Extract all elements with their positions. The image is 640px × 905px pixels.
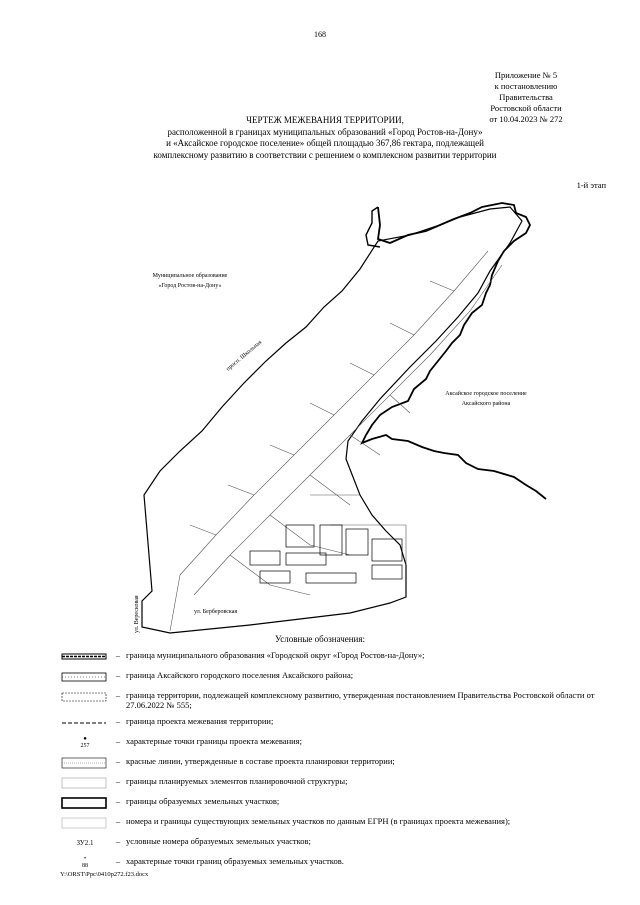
map-label-aksai: Аксайское городское поселение [445,391,527,397]
legend-item [60,736,620,750]
aksai-boundary-line [362,203,546,499]
legend-text: характерные точки границы проекта межевания; [126,736,302,746]
legend-text: характерные точки границ образуемых земельных участков. [126,856,344,866]
boundary-complex-icon [60,690,110,704]
legend-item [60,776,620,790]
point-number: 88 [82,863,88,869]
map-label-aksai: Аксайского района [461,401,511,407]
appendix-line: Ростовской области [490,103,562,113]
legend-title: Условные обозначения: [274,634,365,644]
appendix-line: Правительства [499,92,553,102]
legend-text: условные номера образуемых земельных участков; [126,836,311,846]
legend-text: граница территории, подлежащей комплексному развитию, утвержденная постановлением Правительства Ростовской области от 27.06.2022 № 555; [126,690,595,710]
point-project-icon: ● 257 [80,736,90,749]
legend-text: граница муниципального образования «Городской округ «Город Ростов-на-Дону»; [126,650,425,660]
legend-text: красные линии, утвержденные в составе проекта планировки территории; [126,756,395,766]
planning-elements-icon [60,776,110,790]
legend-dash: – [115,756,121,766]
legend-item [60,670,620,684]
legend-dash: – [115,690,121,700]
boundary-municipal-icon [60,650,110,664]
appendix-line: к постановлению [494,81,558,91]
legend-item [60,796,620,810]
planning-grid [170,251,502,631]
legend-item [60,816,620,830]
legend-text: граница проекта межевания территории; [126,716,274,726]
legend-item [60,650,620,664]
map-label-rostov: Муниципальное образование [152,273,228,279]
legend-text: границы планируемых элементов планировочной структуры; [126,776,348,786]
file-path-footer: Y:\ORST\Ppc\0410p272.f23.docx [60,871,149,878]
boundary-aksai-icon [60,670,110,684]
legend-dash: – [115,650,121,660]
point-plot-icon: • 88 [82,856,88,869]
point-number: 257 [80,743,90,749]
document-title [60,115,590,161]
legend-dash: – [115,836,121,846]
map-label-rostov: «Город Ростов-на-Дону» [158,283,222,289]
title-line: и «Аксайское городское поселение» общей площадью 367,86 гектара, подлежащей [166,138,484,148]
legend-dash: – [115,716,121,726]
title-heading: ЧЕРТЕЖ МЕЖЕВАНИЯ ТЕРРИТОРИИ, [246,115,404,125]
legend-dash: – [115,736,121,746]
legend-item [60,856,620,870]
title-line: комплексному развитию в соответствии с решением о комплексном развитии территории [153,149,497,160]
street-label: просп. Школьная [225,339,264,373]
page-number: 168 [314,30,326,39]
territory-map [110,195,590,635]
street-label: ул. Берберовская [194,609,238,615]
existing-plots-icon [60,816,110,830]
legend-item [60,756,620,770]
legend-dash: – [115,670,121,680]
legend-dash: – [115,856,121,866]
formed-plots-icon [60,796,110,810]
plot-number-icon: ЗУ2.1 [76,839,94,847]
stage-label: 1-й этап [576,180,606,190]
legend-text: граница Аксайского городского поселения Аксайского района; [126,670,354,680]
boundary-project-icon [60,716,110,730]
legend-text: номера и границы существующих земельных участков по данным ЕГРН (в границах проекта межевания); [126,816,511,826]
legend-dash: – [115,816,121,826]
plots [250,525,402,583]
legend-item [60,716,620,730]
appendix-line: от 10.04.2023 № 272 [489,114,563,124]
territory-outline [142,207,522,633]
legend-text: границы образуемых земельных участков; [126,796,280,806]
legend-item [60,836,620,850]
legend-item [60,690,620,710]
title-line: расположенной в границах муниципальных образований «Город Ростов-на-Дону» [167,126,483,137]
street-label: ул. Вересковая [134,595,140,633]
legend-dash: – [115,776,121,786]
appendix-line: Приложение № 5 [494,70,558,80]
legend [60,650,620,876]
red-lines-icon [60,756,110,770]
legend-dash: – [115,796,121,806]
